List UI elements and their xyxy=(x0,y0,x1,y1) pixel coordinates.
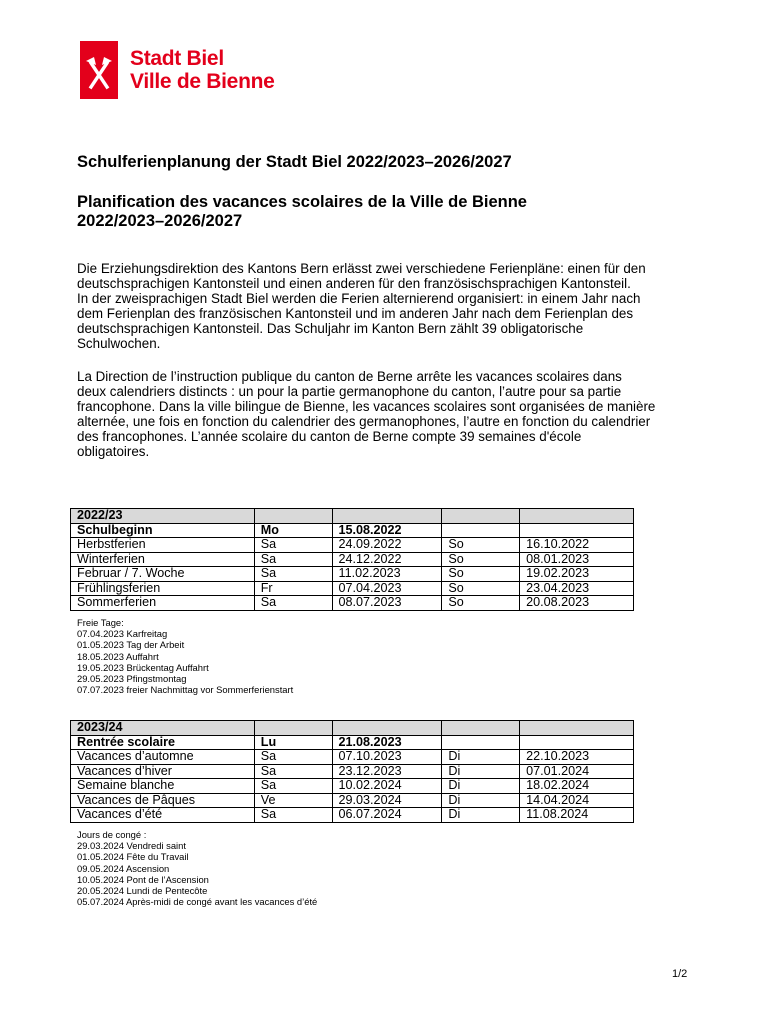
para-fr-line: alternée, une fois en fonction du calendrier des germanophones, l’autre en fonction du calendrier xyxy=(77,414,651,429)
table-cell: 08.01.2023 xyxy=(520,552,634,567)
table-cell: 06.07.2024 xyxy=(332,808,442,823)
table-cell: So xyxy=(442,596,520,611)
title-french-line-1: Planification des vacances scolaires de la Ville de Bienne xyxy=(77,193,527,211)
table-cell xyxy=(520,523,634,538)
table-cell: Ve xyxy=(254,793,332,808)
table-cell: Rentrée scolaire xyxy=(71,735,255,750)
table-row xyxy=(71,779,634,794)
city-logo xyxy=(80,40,275,100)
table-cell: Sa xyxy=(254,538,332,553)
table-row xyxy=(71,567,634,582)
table-cell: 19.02.2023 xyxy=(520,567,634,582)
table-cell: Di xyxy=(442,750,520,765)
table-cell: So xyxy=(442,581,520,596)
table-cell: Februar / 7. Woche xyxy=(71,567,255,582)
para-de-line: Schulwochen. xyxy=(77,336,161,351)
table-cell: Lu xyxy=(254,735,332,750)
table-cell: Sa xyxy=(254,764,332,779)
para-fr-line: deux calendriers distincts : un pour la partie germanophone du canton, l’autre pour sa partie xyxy=(77,384,622,399)
holiday-table-2023-24 xyxy=(70,720,634,823)
para-fr-line: francophone. Dans la ville bilingue de Bienne, les vacances scolaires sont organisées de manière xyxy=(77,399,656,414)
list-item: 07.07.2023 freier Nachmittag vor Sommerferienstart xyxy=(77,684,294,696)
para-fr-line: La Direction de l’instruction publique du canton de Berne arrête les vacances scolaires dans xyxy=(77,369,622,384)
list-item: 29.05.2023 Pfingstmontag xyxy=(77,673,187,685)
table-cell: 24.09.2022 xyxy=(332,538,442,553)
list-item: 01.05.2023 Tag der Arbeit xyxy=(77,639,185,651)
table-cell: Sa xyxy=(254,750,332,765)
list-item: 18.05.2023 Auffahrt xyxy=(77,650,159,662)
list-item: 05.07.2024 Après-midi de congé avant les vacances d’été xyxy=(77,896,318,908)
table-cell: 22.10.2023 xyxy=(520,750,634,765)
table-cell: Di xyxy=(442,808,520,823)
table-cell: 15.08.2022 xyxy=(332,523,442,538)
free-days-german xyxy=(77,617,293,695)
list-item: 07.04.2023 Karfreitag xyxy=(77,628,168,640)
table-row xyxy=(71,764,634,779)
table-row xyxy=(71,750,634,765)
list-item: 20.05.2024 Lundi de Pentecôte xyxy=(77,885,208,897)
notes-title: Freie Tage: xyxy=(77,617,124,628)
para-de-line: In der zweisprachigen Stadt Biel werden die Ferien alternierend organisiert: in einem Jahr nach xyxy=(77,291,641,306)
list-item: 10.05.2024 Pont de l’Ascension xyxy=(77,873,209,885)
table-cell: Di xyxy=(442,779,520,794)
title-french-line-2: 2022/2023–2026/2027 xyxy=(77,212,243,230)
table-cell: 07.04.2023 xyxy=(332,581,442,596)
table-cell: 11.02.2023 xyxy=(332,567,442,582)
list-item: 19.05.2023 Brückentag Auffahrt xyxy=(77,661,209,673)
axes-emblem-icon xyxy=(80,41,118,99)
table-cell: Di xyxy=(442,793,520,808)
table-cell: Fr xyxy=(254,581,332,596)
notes-title: Jours de congé : xyxy=(77,829,147,840)
para-de-line: dem Ferienplan des französischen Kantonsteil und im anderen Jahr nach dem Ferienplan des xyxy=(77,306,634,321)
table-cell: 20.08.2023 xyxy=(520,596,634,611)
table-cell: Vacances d’été xyxy=(71,808,255,823)
table-cell: Sa xyxy=(254,808,332,823)
table-cell: 07.01.2024 xyxy=(520,764,634,779)
para-fr-line: des francophones. L’année scolaire du canton de Berne compte 39 semaines d'école xyxy=(77,429,582,444)
paragraph-german xyxy=(77,261,697,351)
table-cell: Sa xyxy=(254,779,332,794)
para-fr-line: obligatoires. xyxy=(77,444,150,459)
school-start-row xyxy=(71,735,634,750)
para-de-line: deutschsprachigen Kantonsteil. Das Schuljahr im Kanton Bern zählt 39 obligatorische xyxy=(77,321,584,336)
list-item: 29.03.2024 Vendredi saint xyxy=(77,840,186,852)
paragraph-french xyxy=(77,369,697,459)
logo-line-2: Ville de Bienne xyxy=(130,70,275,93)
table-cell: So xyxy=(442,552,520,567)
table-header-row xyxy=(71,721,634,736)
table-cell: 18.02.2024 xyxy=(520,779,634,794)
para-de-line: deutschsprachigen Kantonsteil und einen anderen für den französischsprachigen Kantonsteil. xyxy=(77,276,631,291)
table-cell: 29.03.2024 xyxy=(332,793,442,808)
logo-line-1: Stadt Biel xyxy=(130,47,224,70)
table-row xyxy=(71,538,634,553)
table-cell: Sa xyxy=(254,596,332,611)
table-header-row xyxy=(71,509,634,524)
table-row xyxy=(71,581,634,596)
table-row xyxy=(71,793,634,808)
table-cell: 21.08.2023 xyxy=(332,735,442,750)
table-cell xyxy=(520,735,634,750)
table-cell: 23.04.2023 xyxy=(520,581,634,596)
table-cell: Winterferien xyxy=(71,552,255,567)
table-cell: 24.12.2022 xyxy=(332,552,442,567)
holiday-table-2022-23 xyxy=(70,508,634,611)
table-cell: Di xyxy=(442,764,520,779)
para-de-line: Die Erziehungsdirektion des Kantons Bern erlässt zwei verschiedene Ferienpläne: einen für den xyxy=(77,261,646,276)
table-cell: Vacances de Pâques xyxy=(71,793,255,808)
table-cell: 14.04.2024 xyxy=(520,793,634,808)
table-row xyxy=(71,552,634,567)
table-cell: Sa xyxy=(254,567,332,582)
table-cell: 11.08.2024 xyxy=(520,808,634,823)
table-cell: Vacances d’automne xyxy=(71,750,255,765)
table-cell xyxy=(442,523,520,538)
table-row xyxy=(71,808,634,823)
table-cell: 16.10.2022 xyxy=(520,538,634,553)
list-item: 09.05.2024 Ascension xyxy=(77,862,170,874)
table-cell: Frühlingsferien xyxy=(71,581,255,596)
list-item: 01.05.2024 Fête du Travail xyxy=(77,851,189,863)
table-cell: Mo xyxy=(254,523,332,538)
table-cell: Sommerferien xyxy=(71,596,255,611)
year-cell: 2022/23 xyxy=(71,509,255,524)
table-row xyxy=(71,596,634,611)
table-cell: So xyxy=(442,538,520,553)
year-cell: 2023/24 xyxy=(71,721,255,736)
free-days-french xyxy=(77,829,317,907)
table-cell: Semaine blanche xyxy=(71,779,255,794)
table-cell: 10.02.2024 xyxy=(332,779,442,794)
table-cell: 07.10.2023 xyxy=(332,750,442,765)
table-cell: Herbstferien xyxy=(71,538,255,553)
table-cell: Schulbeginn xyxy=(71,523,255,538)
title-german: Schulferienplanung der Stadt Biel 2022/2023–2026/2027 xyxy=(77,153,512,171)
table-cell: So xyxy=(442,567,520,582)
table-cell xyxy=(442,735,520,750)
table-cell: 23.12.2023 xyxy=(332,764,442,779)
page-number: 1/2 xyxy=(672,968,688,980)
table-cell: 08.07.2023 xyxy=(332,596,442,611)
school-start-row xyxy=(71,523,634,538)
table-cell: Vacances d’hiver xyxy=(71,764,255,779)
table-cell: Sa xyxy=(254,552,332,567)
